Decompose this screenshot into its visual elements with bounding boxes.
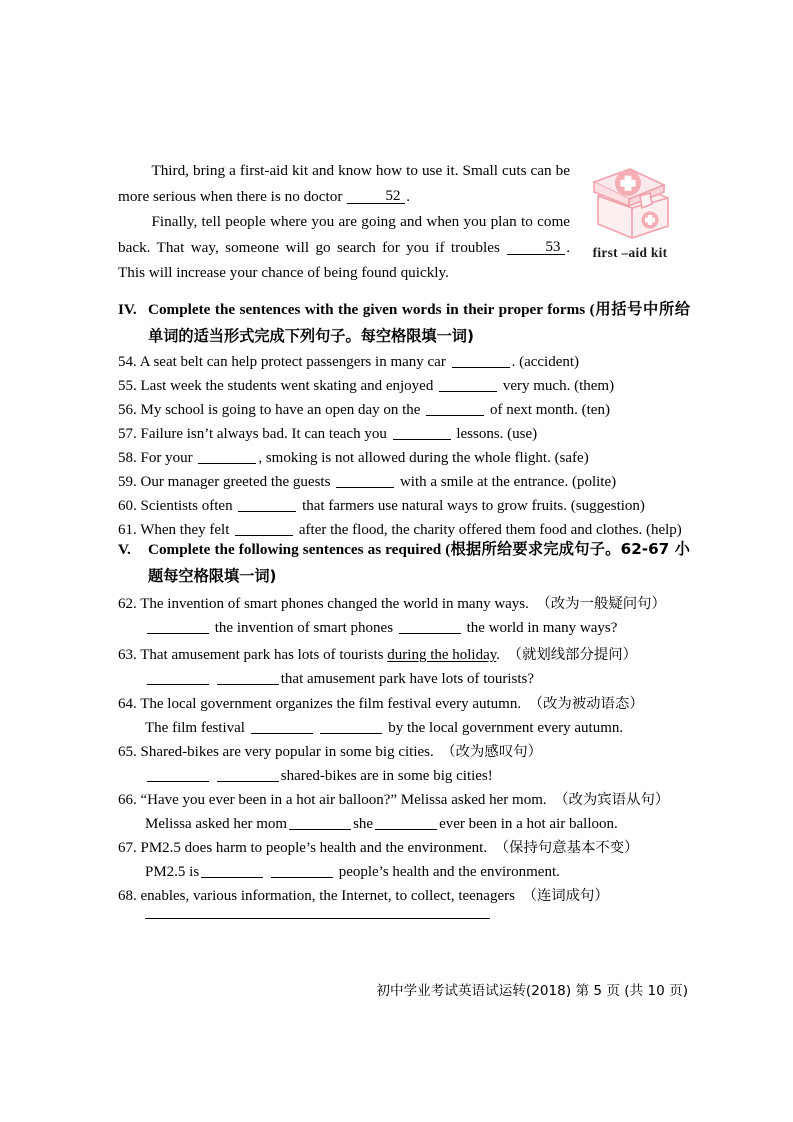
page-footer	[0, 979, 793, 999]
question-62	[118, 592, 698, 617]
question-68-number: 68.	[118, 888, 137, 904]
footer-text: 初中学业考试英语试运转(2018) 第 5 页 (共 10 页)	[376, 983, 688, 999]
passage-p2-text-a: Finally, tell people where you are going and when you plan to come back. That way, someone will go search for you if troubles	[118, 213, 570, 256]
question-56-text-a: My school is going to have an open day on the	[140, 402, 421, 418]
question-58-text-a: For your	[140, 450, 193, 466]
question-55-text-a: Last week the students went skating and enjoyed	[140, 378, 434, 394]
question-55-text-b: very much. (them)	[502, 378, 615, 394]
question-55-blank[interactable]	[439, 377, 497, 392]
section-v-title-en: Complete the following sentences as required (	[148, 541, 451, 558]
question-66-blank-2[interactable]	[375, 815, 437, 830]
question-68-instruction: （连词成句）	[522, 888, 609, 904]
question-66-blank-1[interactable]	[289, 815, 351, 830]
question-64-blank-2[interactable]	[320, 719, 382, 734]
question-65-blank-1[interactable]	[147, 767, 209, 782]
first-aid-kit-icon	[580, 152, 680, 244]
question-61-blank[interactable]	[235, 521, 293, 536]
question-56-number: 56.	[118, 402, 137, 418]
question-67-answer-a: PM2.5 is	[145, 864, 200, 880]
question-67-number: 67.	[118, 840, 137, 856]
question-54	[118, 350, 698, 375]
question-62-answer-line	[118, 616, 698, 641]
question-67-answer-b: people’s health and the environment.	[338, 864, 560, 880]
question-64-answer-line	[118, 716, 698, 741]
question-64-blank-1[interactable]	[251, 719, 313, 734]
question-66-prompt: “Have you ever been in a hot air balloon?” Melissa asked her mom.	[140, 792, 547, 808]
question-58-number: 58.	[118, 450, 137, 466]
question-62-number: 62.	[118, 596, 137, 612]
passage-p1-text-b: .	[406, 187, 410, 205]
question-65-blank-2[interactable]	[217, 767, 279, 782]
question-63-answer-line	[118, 667, 698, 692]
question-63-answer-b: that amusement park have lots of tourists?	[280, 671, 535, 687]
question-59-number: 59.	[118, 474, 137, 490]
passage-paragraph-1	[118, 158, 570, 209]
question-62-answer-a: the invention of smart phones	[214, 620, 394, 636]
question-59-text-a: Our manager greeted the guests	[140, 474, 331, 490]
question-62-blank-2[interactable]	[399, 619, 461, 634]
question-67	[118, 836, 698, 861]
section-iv-heading	[118, 296, 690, 350]
question-54-text-a: A seat belt can help protect passengers in many car	[139, 354, 446, 370]
question-65-answer-b: shared-bikes are in some big cities!	[280, 768, 493, 784]
question-67-blank-2[interactable]	[271, 863, 333, 878]
first-aid-kit-caption: first –aid kit	[592, 245, 668, 260]
section-v-heading	[118, 536, 690, 590]
section-iv-numeral: IV.	[118, 301, 137, 318]
question-57-text-b: lessons. (use)	[456, 426, 538, 442]
question-66-answer-line	[118, 812, 698, 837]
question-56-blank[interactable]	[426, 401, 484, 416]
question-58-blank[interactable]	[198, 449, 256, 464]
question-62-blank-1[interactable]	[147, 619, 209, 634]
question-65-prompt: Shared-bikes are very popular in some big cities.	[140, 744, 434, 760]
question-55	[118, 374, 698, 399]
question-65-answer-line	[118, 764, 698, 789]
question-56-text-b: of next month. (ten)	[489, 402, 610, 418]
question-68-answer-rule[interactable]	[145, 918, 490, 919]
passage-p1-text-a: Third, bring a first-aid kit and know how to use it. Small cuts can be more serious when there is no doctor	[118, 162, 570, 205]
question-66-number: 66.	[118, 792, 137, 808]
question-63-blank-1[interactable]	[147, 670, 209, 685]
question-64-instruction: （改为被动语态）	[528, 696, 644, 712]
section-iv-title-cn: 用括号中所给单词的适当形式完成下列句子。每空格限填一词)	[148, 300, 691, 345]
question-58	[118, 446, 698, 471]
question-60	[118, 494, 698, 519]
first-aid-kit-figure	[575, 152, 685, 261]
question-67-blank-1[interactable]	[201, 863, 263, 878]
question-63-blank-2[interactable]	[217, 670, 279, 685]
question-65	[118, 740, 698, 765]
passage-p2-text-b: . This will increase your chance of being found quickly.	[118, 238, 570, 281]
question-66-answer-a: Melissa asked her mom	[145, 816, 288, 832]
question-64-answer-a: The film festival	[145, 720, 245, 736]
blank-52: 52	[347, 188, 405, 205]
question-64-answer-b: by the local government every autumn.	[388, 720, 624, 736]
question-54-blank[interactable]	[452, 353, 510, 368]
section-v-title-cn: 根据所给要求完成句子。62-67 小题每空格限填一词)	[148, 540, 690, 585]
question-68	[118, 884, 698, 909]
question-63-instruction: （就划线部分提问）	[507, 647, 638, 663]
question-60-number: 60.	[118, 498, 137, 514]
question-63	[118, 643, 698, 668]
question-61-text-b: after the flood, the charity offered them food and clothes. (help)	[298, 522, 682, 538]
question-67-answer-line	[118, 860, 698, 885]
question-58-text-b: , smoking is not allowed during the whole flight. (safe)	[258, 450, 589, 466]
question-64	[118, 692, 698, 717]
reading-passage	[118, 158, 570, 286]
question-57-number: 57.	[118, 426, 137, 442]
question-63-prompt-a: That amusement park has lots of tourists	[140, 647, 384, 663]
question-62-prompt: The invention of smart phones changed the world in many ways.	[140, 596, 529, 612]
question-61-text-a: When they felt	[140, 522, 230, 538]
question-55-number: 55.	[118, 378, 137, 394]
question-60-text-b: that farmers use natural ways to grow fruits. (suggestion)	[302, 498, 645, 514]
section-iv-title-en: Complete the sentences with the given words in their proper forms (	[148, 301, 595, 318]
section-iv-title	[148, 296, 690, 350]
question-56	[118, 398, 698, 423]
blank-53: 53	[507, 239, 565, 256]
question-57-blank[interactable]	[393, 425, 451, 440]
question-65-number: 65.	[118, 744, 137, 760]
question-64-number: 64.	[118, 696, 137, 712]
question-59-blank[interactable]	[336, 473, 394, 488]
question-54-text-b: . (accident)	[511, 354, 580, 370]
question-60-text-a: Scientists often	[140, 498, 233, 514]
question-57	[118, 422, 698, 447]
section-v-numeral: V.	[118, 541, 131, 558]
question-63-number: 63.	[118, 647, 137, 663]
question-60-blank[interactable]	[238, 497, 296, 512]
section-v-title	[148, 536, 690, 590]
question-59	[118, 470, 698, 495]
question-59-text-b: with a smile at the entrance. (polite)	[399, 474, 617, 490]
passage-paragraph-2	[118, 209, 570, 286]
question-68-prompt: enables, various information, the Internet, to collect, teenagers	[140, 888, 515, 904]
question-62-answer-b: the world in many ways?	[466, 620, 618, 636]
question-66-answer-mid: she	[353, 816, 374, 832]
question-57-text-a: Failure isn’t always bad. It can teach you	[140, 426, 387, 442]
question-64-prompt: The local government organizes the film festival every autumn.	[140, 696, 522, 712]
question-63-prompt-b: .	[496, 647, 501, 663]
question-65-instruction: （改为感叹句）	[441, 744, 542, 760]
question-63-underlined-phrase: during the holiday	[387, 647, 497, 663]
question-66	[118, 788, 698, 813]
question-67-prompt: PM2.5 does harm to people’s health and the environment.	[140, 840, 488, 856]
question-66-instruction: （改为宾语从句）	[554, 792, 670, 808]
question-67-instruction: （保持句意基本不变）	[494, 840, 639, 856]
question-62-instruction: （改为一般疑问句）	[536, 596, 666, 612]
question-61-number: 61.	[118, 522, 137, 538]
question-66-answer-b: ever been in a hot air balloon.	[439, 816, 618, 832]
question-54-number: 54.	[118, 354, 137, 370]
